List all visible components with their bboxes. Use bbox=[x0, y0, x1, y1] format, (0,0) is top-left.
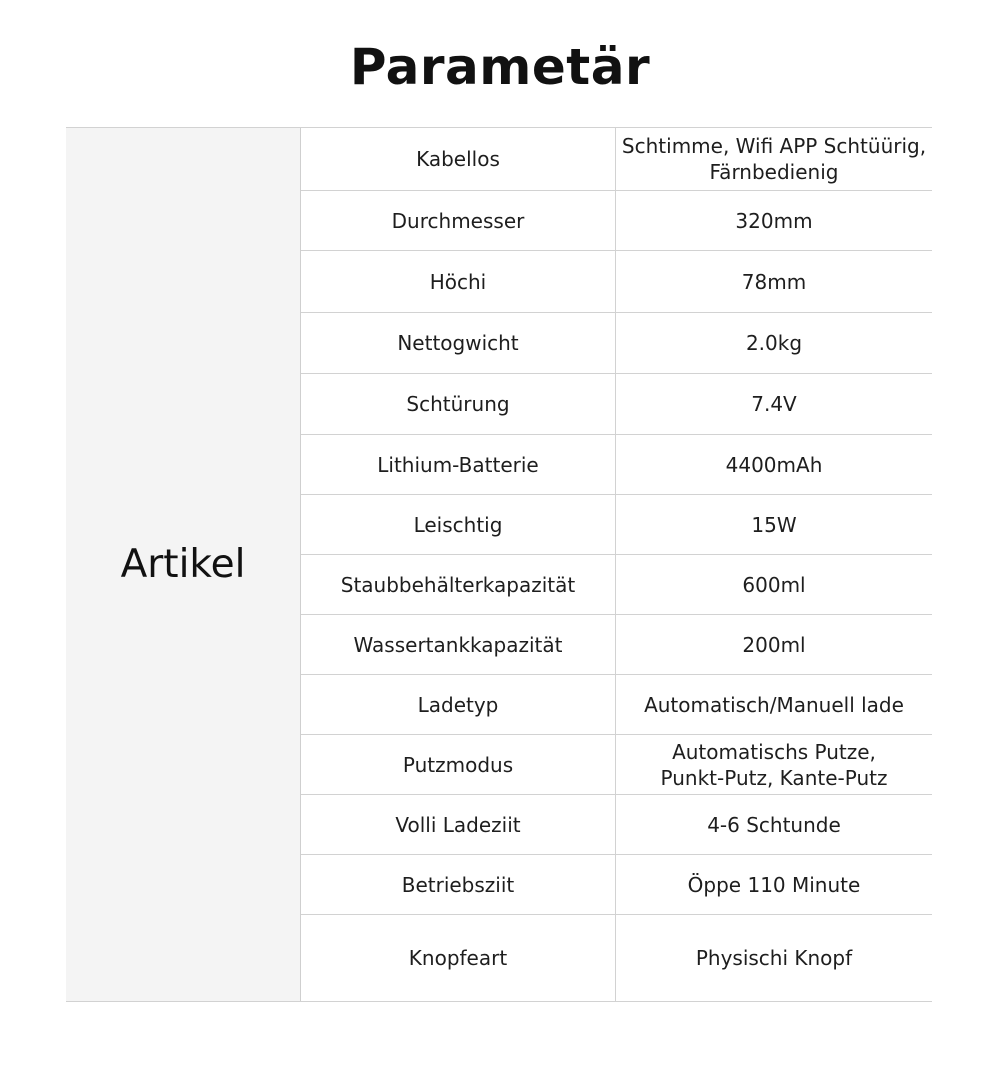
param-name: Betriebsziit bbox=[301, 855, 616, 914]
param-value: 15W bbox=[751, 512, 797, 537]
table-row bbox=[301, 734, 932, 794]
param-value: 2.0kg bbox=[745, 331, 803, 355]
param-name: Volli Ladeziit bbox=[301, 795, 616, 854]
param-value: Physischi Knopf bbox=[695, 946, 853, 970]
param-name: Schtürung bbox=[301, 374, 616, 434]
table-row bbox=[301, 250, 932, 312]
table-row bbox=[301, 614, 932, 674]
param-name: Kabellos bbox=[301, 128, 616, 190]
table-row bbox=[301, 312, 932, 373]
param-name: Höchi bbox=[301, 251, 616, 312]
param-value: Automatisch/Manuell lade bbox=[644, 692, 904, 717]
param-value: Öppe 110 Minute bbox=[687, 872, 861, 897]
table-row bbox=[301, 434, 932, 494]
param-value: 320mm bbox=[735, 208, 813, 233]
table-row bbox=[301, 914, 932, 1001]
param-name: Leischtig bbox=[301, 495, 616, 554]
param-value: 200ml bbox=[742, 632, 806, 657]
param-name: Knopfeart bbox=[301, 915, 616, 1001]
param-value: Automatischs Putze, Punkt-Putz, Kante-Putz bbox=[660, 739, 888, 790]
param-name: Durchmesser bbox=[301, 191, 616, 250]
page-title: Parametär bbox=[349, 38, 651, 96]
param-value: 4400mAh bbox=[725, 452, 823, 477]
param-name: Staubbehälterkapazität bbox=[301, 555, 616, 614]
table-row bbox=[301, 554, 932, 614]
table-row bbox=[301, 854, 932, 914]
param-value: 600ml bbox=[742, 572, 806, 597]
table-row bbox=[301, 674, 932, 734]
group-label-cell bbox=[66, 128, 301, 1001]
param-value: 7.4V bbox=[751, 392, 797, 416]
param-name: Lithium-Batterie bbox=[301, 435, 616, 494]
param-value: 4-6 Schtunde bbox=[707, 812, 841, 837]
param-name: Nettogwicht bbox=[301, 313, 616, 373]
table-row bbox=[301, 190, 932, 250]
param-name: Wassertankkapazität bbox=[301, 615, 616, 674]
table-row bbox=[301, 494, 932, 554]
table-row bbox=[301, 373, 932, 434]
param-value: Schtimme, Wifi APP Schtüürig, Färnbedienig bbox=[621, 134, 927, 184]
param-name: Ladetyp bbox=[301, 675, 616, 734]
parameter-rows bbox=[301, 128, 932, 1001]
group-label: Artikel bbox=[120, 542, 246, 587]
parameter-table bbox=[66, 127, 932, 1002]
table-row bbox=[301, 794, 932, 854]
table-row bbox=[301, 128, 932, 190]
param-name: Putzmodus bbox=[301, 735, 616, 794]
param-value: 78mm bbox=[741, 269, 807, 294]
